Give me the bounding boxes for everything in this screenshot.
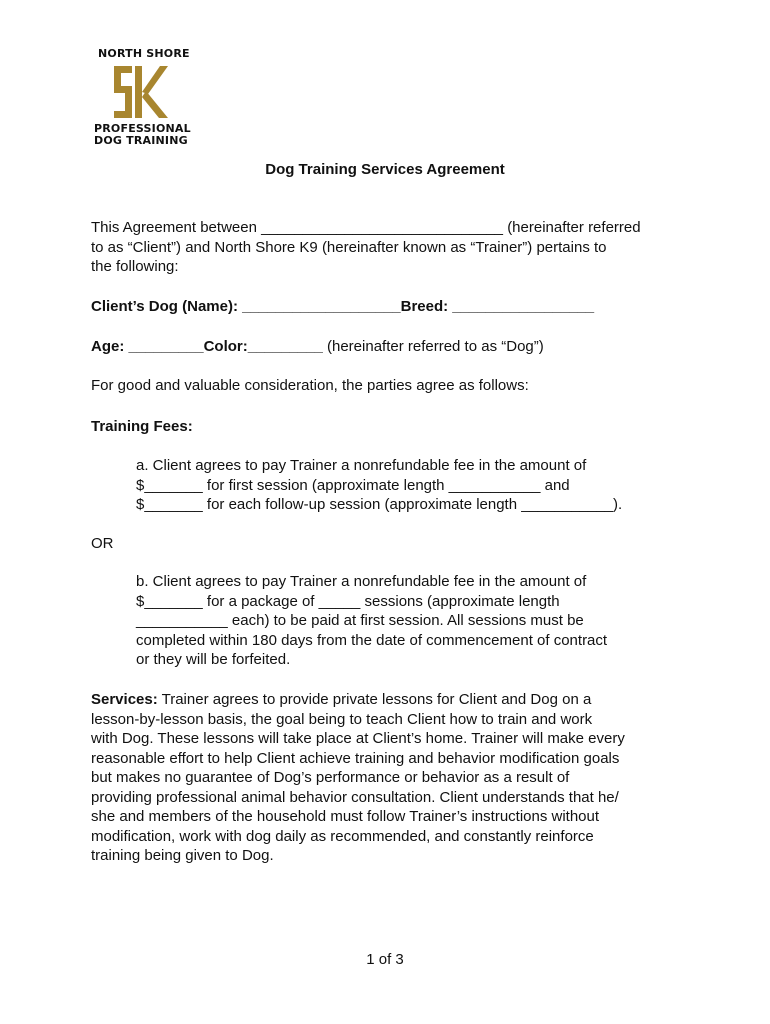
age-color-rest: (hereinafter referred to as “Dog”) [322,338,544,355]
intro-line-3: the following: [91,258,179,275]
services-line-7: she and members of the household must follow Trainer’s instructions without [91,808,600,825]
age-color-label: Age: _________Color:_________ [91,338,323,355]
option-b-line-1: b. Client agrees to pay Trainer a nonrefundable fee in the amount of [136,573,587,590]
dog-name-breed-line: Client’s Dog (Name): ___________________Breed: _________________ [91,298,595,315]
document-title: Dog Training Services Agreement [265,161,505,178]
intro-line-1: This Agreement between _____________________________ (hereinafter referred [91,219,641,236]
or-separator: OR [91,535,114,552]
age-color-line [91,337,691,357]
services-line-8: modification, work with dog daily as recommended, and constantly reinforce [91,827,594,845]
consideration-line: For good and valuable consideration, the parties agree as follows: [91,377,529,394]
services-line-1-text: Trainer agrees to provide private lessons for Client and Dog on a [157,691,592,708]
option-a-line-2: $_______ for first session (approximate length ___________ and [136,476,570,494]
services-label: Services: [91,691,158,708]
services-line-5: but makes no guarantee of Dog’s performance or behavior as a result of [91,769,570,786]
intro-paragraph [91,218,691,277]
training-fees-heading: Training Fees: [91,418,193,435]
intro-line-2: to as “Client”) and North Shore K9 (hereinafter known as “Trainer”) pertains to [91,238,607,256]
logo-text-bottom [94,122,191,147]
option-a-line-3: $_______ for each follow-up session (approximate length ___________). [136,496,623,513]
logo-text-top: NORTH SHORE [98,47,190,60]
company-logo [92,46,191,150]
option-b-line-2: $_______ for a package of _____ sessions (approximate length [136,592,560,610]
logo-text-dog-training: DOG TRAINING [94,134,188,147]
services-line-9: training being given to Dog. [91,847,274,864]
services-paragraph [91,690,691,866]
page-number: 1 of 3 [366,951,404,968]
option-b-line-5: or they will be forfeited. [136,651,291,668]
option-b-line-4: completed within 180 days from the date of commencement of contract [136,631,608,649]
sk-monogram-icon [110,64,170,120]
logo-text-professional: PROFESSIONAL [94,122,191,135]
services-line-6: providing professional animal behavior consultation. Client understands that he/ [91,788,619,806]
fee-option-a [136,456,696,515]
services-line-1 [91,690,691,710]
services-line-3: with Dog. These lessons will take place at Client’s home. Trainer will make every [91,730,625,747]
services-line-4: reasonable effort to help Client achieve training and behavior modification goals [91,749,620,767]
option-a-line-1: a. Client agrees to pay Trainer a nonrefundable fee in the amount of [136,457,587,474]
fee-option-b [136,572,696,670]
option-b-line-3: ___________ each) to be paid at first session. All sessions must be [136,612,584,629]
services-line-2: lesson-by-lesson basis, the goal being to teach Client how to train and work [91,710,593,728]
